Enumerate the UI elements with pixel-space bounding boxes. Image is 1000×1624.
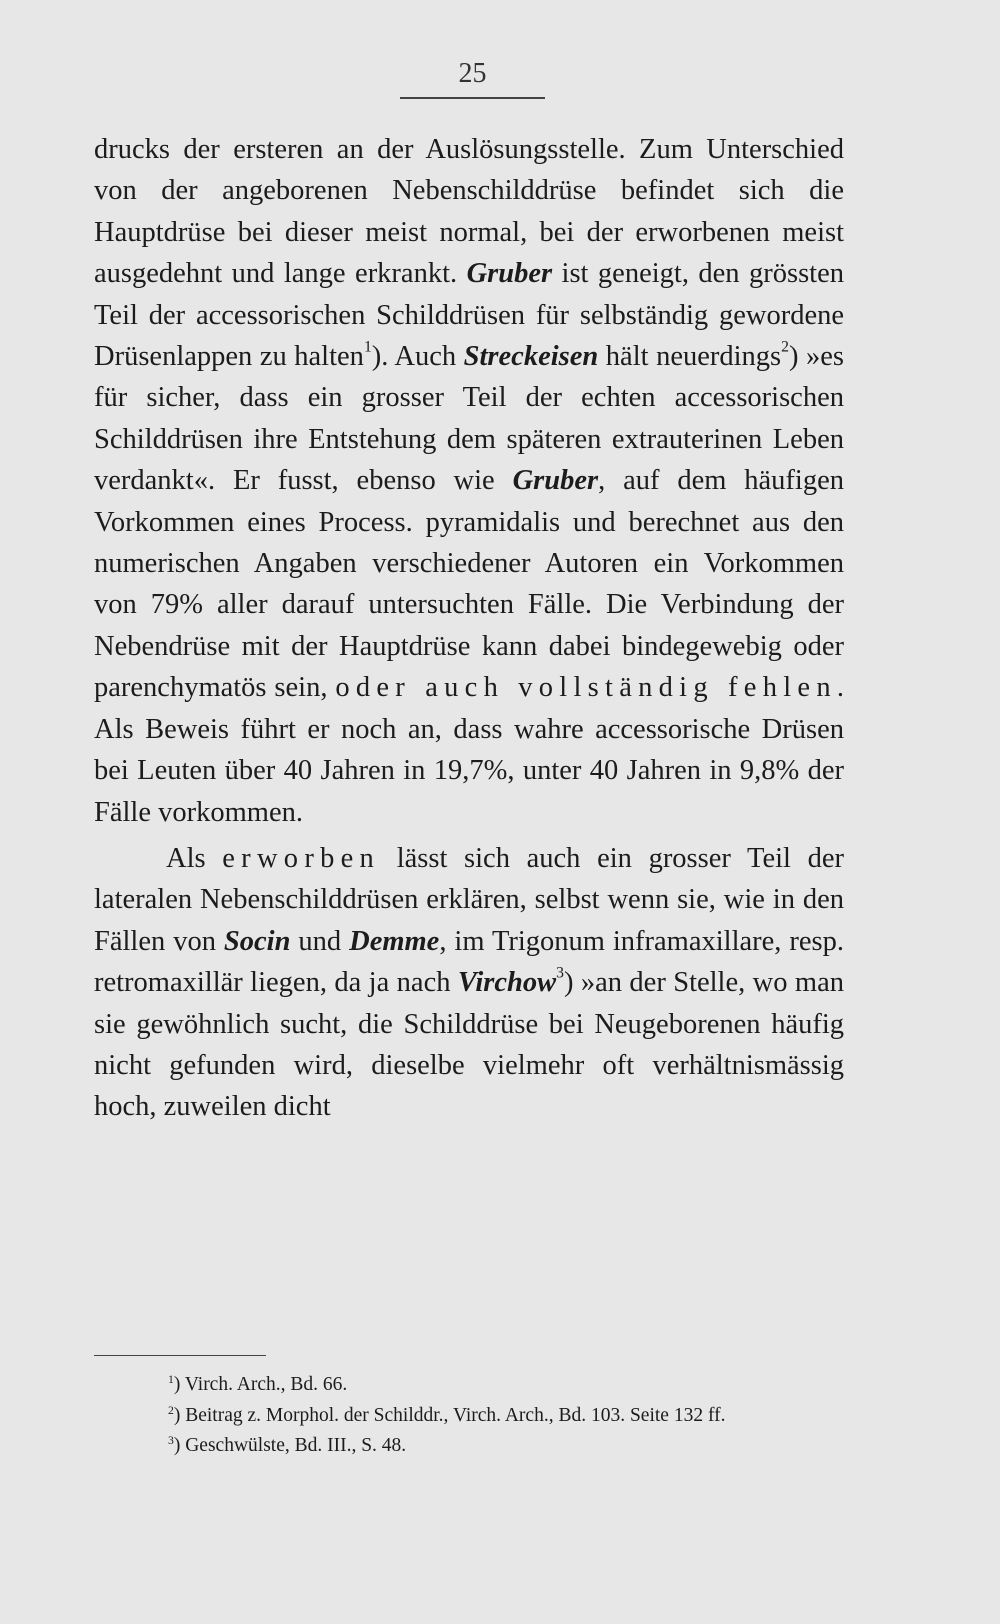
page-number-rule (400, 97, 545, 99)
text-run: ist geneigt, den grössten Teil der accessorischen Schilddrüsen für selbständig gewordene Drüsenlappen zu halten (94, 258, 844, 373)
emphasized-text: oder auch vollständig fehlen (335, 672, 837, 704)
text-run: ) »an der Stelle, wo man sie gewöhnlich sucht, die Schilddrüse bei Neugeborenen häufig nicht gefunden wird, dieselbe vielmehr oft verhältnismässig hoch, zuweilen dicht (94, 967, 844, 1123)
emphasized-text: erworben (222, 842, 381, 874)
text-run: ) »es für sicher, dass ein grosser Teil der echten accessorischen Schilddrüsen ihre Entstehung dem späteren extrauterinen Leben verdankt«. Er fusst, ebenso wie (94, 341, 845, 497)
page-number: 25 (458, 58, 487, 89)
author-name: Streckeisen (463, 341, 599, 373)
footnote-text: ) Geschwülste, Bd. III., S. 48. (173, 1435, 407, 1456)
text-run: , im Trigonum inframaxillare, resp. retromaxillär liegen, da ja nach (94, 925, 844, 999)
paragraph (94, 838, 844, 1128)
footnote (94, 1370, 854, 1401)
footnote (94, 1431, 854, 1462)
body-text (94, 129, 844, 1128)
footnote-separator (94, 1355, 266, 1356)
text-run: drucks der ersteren an der Auslösungsstelle. Zum Unterschied von der angeborenen Nebenschilddrüse befindet sich die Hauptdrüse bei dieser meist normal, bei der erworbenen meist ausgedehnt und lange erkrankt. (94, 134, 844, 290)
footnote-mark: 3 (168, 1433, 174, 1447)
text-run: und (290, 925, 350, 957)
author-name: Gruber (466, 258, 553, 290)
author-name: Gruber (512, 465, 599, 497)
text-run: Als (166, 842, 223, 874)
text-run: . Als Beweis führt er noch an, dass wahre accessorische Drüsen bei Leuten über 40 Jahren in 19,7%, unter 40 Jahren in 9,8% der Fälle vorkommen. (94, 672, 844, 828)
author-name: Virchow (457, 967, 557, 999)
footnote-mark: 2 (168, 1403, 174, 1417)
footnote-text: ) Beitrag z. Morphol. der Schilddr., Virch. Arch., Bd. 103. Seite 132 ff. (173, 1404, 726, 1426)
footnote (94, 1401, 854, 1432)
text-run: hält neuerdings (598, 341, 782, 373)
author-name: Socin (223, 925, 291, 957)
author-name: Demme (349, 925, 440, 957)
footnote-reference: 2 (781, 338, 789, 356)
paragraph (94, 129, 844, 833)
footnote-reference: 1 (363, 338, 372, 356)
footnotes (94, 1370, 854, 1462)
footnote-reference: 3 (556, 964, 564, 982)
footnote-text: ) Virch. Arch., Bd. 66. (173, 1374, 348, 1395)
footnote-mark: 1 (168, 1372, 174, 1386)
text-run: lässt sich auch ein grosser Teil der lateralen Nebenschilddrüsen erklären, selbst wenn sie, wie in den Fällen von (94, 842, 844, 957)
text-run: ). Auch (371, 341, 464, 373)
text-run: , auf dem häufigen Vorkommen eines Process. pyramidalis und berechnet aus den numerischen Angaben verschiedener Autoren ein Vorkommen von 79% aller darauf untersuchten Fälle. Die Verbindung der Nebendrüse mit der Hauptdrüse kann dabei bindegewebig oder parenchymatös sein, (94, 465, 844, 704)
